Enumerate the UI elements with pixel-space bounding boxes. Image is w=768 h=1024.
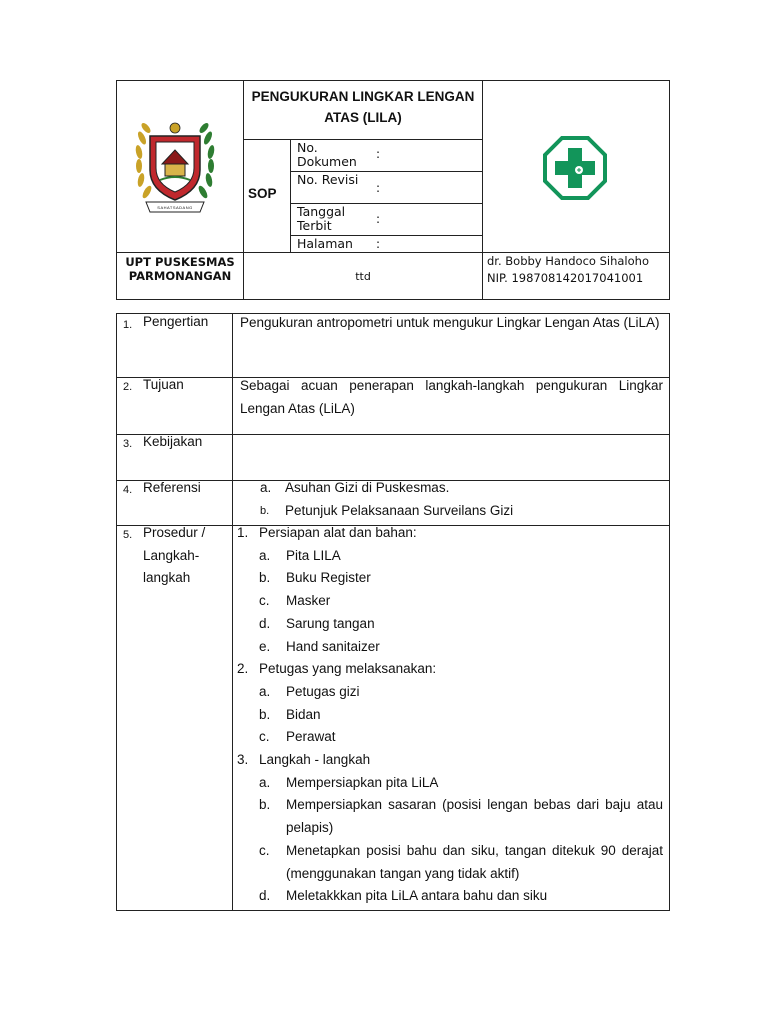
divider (116, 252, 670, 253)
row-label: Prosedur / Langkah- langkah (143, 525, 206, 586)
row-label: Pengertian (143, 314, 209, 329)
row-label: Referensi (143, 480, 201, 495)
procedure-list (237, 522, 663, 908)
field-colon: : (376, 237, 381, 251)
row-label: Kebijakan (143, 434, 203, 449)
signer-name: dr. Bobby Handoco Sihaloho (487, 254, 649, 268)
list-item: d. Meletakkkan pita LiLA antara bahu dan siku (259, 888, 548, 904)
field-label: No. Revisi (297, 172, 359, 187)
list-item: c. Perawat (259, 729, 336, 745)
list-item: a. Asuhan Gizi di Puskesmas. (260, 480, 450, 495)
reference-list (260, 477, 513, 522)
signer-nip: NIP. 198708142017041001 (487, 271, 644, 285)
field-colon: : (376, 212, 381, 226)
emblem-ribbon-text: SAHATSADANG (157, 205, 193, 210)
list-item: b. Petunjuk Pelaksanaan Surveilans Gizi (260, 502, 514, 518)
field-colon: : (376, 147, 381, 161)
row-number: 2. (123, 381, 133, 393)
section-title: 2. Petugas yang melaksanakan: (237, 661, 437, 677)
list-item: a. Petugas gizi (259, 683, 360, 699)
row-description: Sebagai acuan penerapan langkah-langkah pengukuran Lingkar Lengan Atas (LiLA) (240, 378, 663, 416)
divider (232, 313, 233, 911)
field-colon: : (376, 181, 381, 195)
list-item: e. Hand sanitaizer (259, 638, 380, 654)
regional-emblem-icon (132, 108, 218, 220)
row-number: 4. (123, 484, 133, 496)
row-number: 1. (123, 319, 133, 331)
section-title: 3. Langkah - langkah (237, 752, 371, 768)
list-item: b. Mempersiapkan sasaran (posisi lengan bebas dari baju atau pelapis) (259, 797, 663, 836)
list-item: d. Sarung tangan (259, 615, 375, 631)
list-item: c. Menetapkan posisi bahu dan siku, tangan ditekuk 90 derajat (menggunakan tangan yang tidak aktif) (259, 842, 663, 881)
field-label: Tanggal Terbit (297, 204, 346, 233)
row-label: Tujuan (143, 377, 184, 392)
sop-label: SOP (248, 186, 277, 201)
divider (482, 80, 483, 300)
list-item: b. Bidan (259, 706, 321, 722)
list-item: a. Pita LILA (259, 547, 341, 563)
list-item: c. Masker (259, 593, 331, 609)
field-label: Halaman (297, 236, 353, 251)
list-item: b. Buku Register (259, 570, 371, 586)
row-number: 3. (123, 438, 133, 450)
document-title: PENGUKURAN LINGKAR LENGAN ATAS (LILA) (251, 89, 475, 125)
organization-name: UPT PUSKESMAS PARMONANGAN (125, 255, 235, 283)
list-item: a. Mempersiapkan pita LiLA (259, 774, 439, 790)
section-title: 1. Persiapan alat dan bahan: (237, 525, 417, 540)
puskesmas-logo-icon (543, 136, 607, 200)
divider (243, 139, 483, 140)
row-description: Pengukuran antropometri untuk mengukur Lingkar Lengan Atas (LiLA) (240, 315, 660, 330)
field-label: No. Dokumen (297, 140, 357, 169)
signature-label: ttd (355, 270, 371, 283)
row-number: 5. (123, 529, 133, 541)
